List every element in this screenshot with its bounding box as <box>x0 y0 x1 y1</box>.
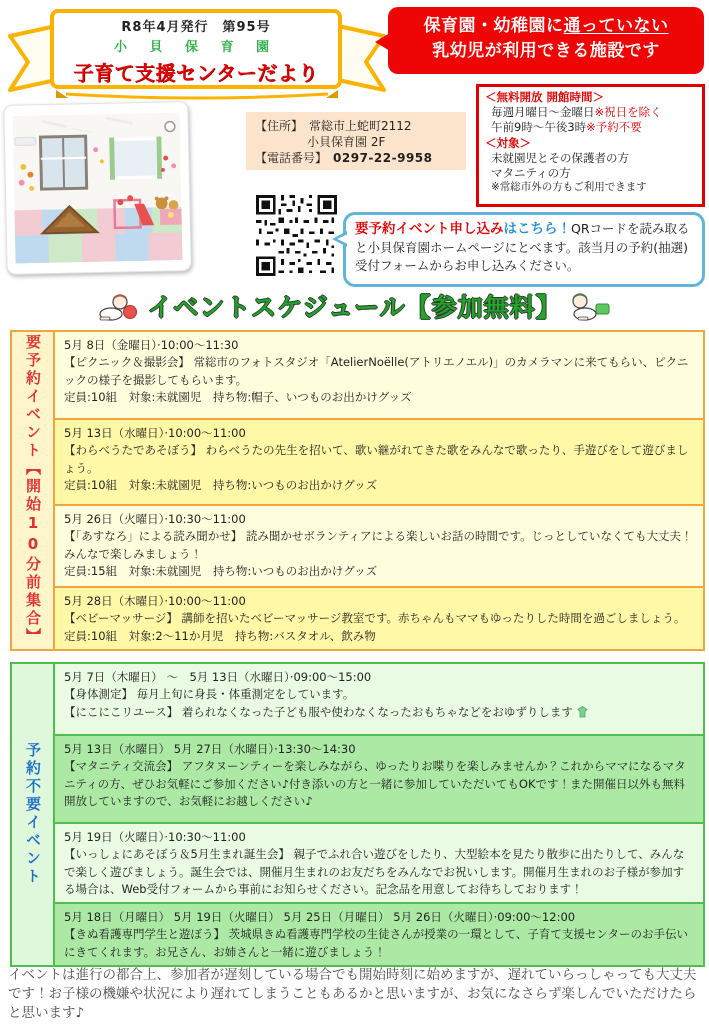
crawling-baby-red-ball-icon <box>97 290 139 322</box>
address-line-1: 【住所】 常総市上蛇町2112 <box>255 119 412 133</box>
open-table-sidebar <box>12 664 55 965</box>
hours-line-1: 毎週月曜日～金曜日※祝日を除く <box>491 105 662 120</box>
reserved-events-table <box>10 330 705 651</box>
phone-line: 【電話番号】 0297-22-9958 <box>255 151 433 166</box>
event-meta: 定員:15組 対象:未就園児 持ち物:いつものお出かけグッズ <box>64 563 378 578</box>
event-date: 5月 19日（火曜日）·10:30～11:00 <box>64 830 246 844</box>
phone-number: 0297-22-9958 <box>333 151 433 166</box>
open-events-table <box>10 662 705 967</box>
event-body: 【マタニティ交流会】 アフタヌーンティーを楽しみながら、ゆったりお喋りを楽しみませんか？これからママになるマタニティの方、ぜひお気軽にご参加ください♪付き添いの方と一緒に参加していただいてもOKです！また開催日以外も無料開放していますので、お気軽にお越しください♪ <box>64 759 686 808</box>
event-date: 5月 7日（木曜日） ～ 5月 13日（水曜日）·09:00～15:00 <box>64 670 372 684</box>
reserved-sidebar-label: 要予約イベント【開始10分前集合】 <box>24 334 42 647</box>
eligibility-notice <box>388 7 704 74</box>
event-row <box>55 822 703 902</box>
event-row <box>55 734 703 822</box>
newsletter-title: 子育て支援センターだより <box>73 61 319 85</box>
event-date: 5月 28日（木曜日）·10:00～11:00 <box>64 594 246 608</box>
notice-underline: 通っていない <box>563 16 669 36</box>
event-row <box>55 664 703 734</box>
event-date: 5月 8日（金曜日）·10:00～11:30 <box>64 338 239 352</box>
event-row <box>55 504 703 586</box>
reservation-lead-red: 要予約イベント申し込み <box>355 221 504 237</box>
event-row <box>55 332 703 418</box>
address-box <box>246 112 466 170</box>
crawling-baby-green-block-icon <box>570 290 612 322</box>
event-body: 【いっしょにあそぼう＆5月生まれ誕生会】 親子でふれ合い遊びをしたり、大型絵本を見たり散歩に出たりして、みんなで楽しく遊びましょう。誕生会では、開催月生まれのお友だちをみんなでお祝いします。開催月生まれのお子様が参加する場合は、Web受付フォームから事前にお知らせください。記念品を用意してお待ちしております！ <box>64 847 685 896</box>
green-shirt-icon <box>576 706 589 718</box>
event-meta: 定員:10組 対象:未就園児 持ち物:帽子、いつものお出かけグッズ <box>64 389 412 404</box>
issue-line: R8年4月発行 第95号 <box>121 20 271 35</box>
playroom-photo-illustration <box>12 110 182 265</box>
event-body: 【ベビーマッサージ】 講師を招いたベビーマッサージ教室です。赤ちゃんもママもゆったりした時間を過ごしましょう。 <box>64 611 686 626</box>
target-line-1: 未就園児とその保護者の方 <box>491 150 629 165</box>
outside-city-note: ※常総市外の方もご利用できます <box>491 181 647 194</box>
reservation-instruction-bubble <box>343 212 705 287</box>
event-body: 【ピクニック＆撮影会】 常総市のフォトスタジオ「AtelierNoëlle(アトリエノエル)」のカメラマンに来てもらい、ピクニックの様子を撮影してもらいます。 <box>64 355 689 387</box>
event-meta: 定員:10組 対象:2～11か月児 持ち物:バスタオル、飲み物 <box>64 628 376 643</box>
event-row <box>55 902 703 965</box>
target-heading: ＜対象＞ <box>485 135 531 150</box>
notice-line-1: 保育園・幼稚園に通っていない <box>423 16 669 36</box>
event-date: 5月 13日（水曜日）·10:00～11:00 <box>64 426 246 440</box>
playroom-photo <box>3 101 192 275</box>
hours-heading: ＜無料開放 開館時間＞ <box>485 90 605 104</box>
event-row <box>55 418 703 504</box>
reserved-table-sidebar <box>12 332 55 649</box>
school-name: 小 貝 保 育 園 <box>113 40 279 55</box>
qr-code-icon <box>256 195 337 276</box>
event-date: 5月 18日（月曜日） 5月 19日（火曜日） 5月 25日（月曜日） 5月 26日（火曜日）·09:00～12:00 <box>64 910 576 924</box>
reserved-rows <box>55 332 703 649</box>
event-meta: 定員:10組 対象:未就園児 持ち物:いつものお出かけグッズ <box>64 477 378 492</box>
reservation-body: QRコードを読み取ると小貝保育園ホームページにとべます。該当月の予約(抽選)受付フォームからお申し込みください。 <box>355 221 690 273</box>
event-body-2: 【にこにこリユース】 着られなくなった子ども服や使わなくなったおもちゃなどをおゆずりします <box>64 704 695 721</box>
ribbon-panel <box>50 9 342 89</box>
schedule-heading-text: イベントスケジュール【参加無料】 <box>147 293 562 322</box>
open-rows <box>55 664 703 965</box>
event-date: 5月 13日（水曜日） 5月 27日（水曜日）·13:30～14:30 <box>64 742 356 756</box>
reservation-lead-blue: はこちら！ <box>503 221 571 237</box>
footer-note: イベントは進行の都合上、参加者が遅刻している場合でも開始時刻に始めますが、遅れていらっしゃっても大丈夫です！お子様の機嫌や状況により遅れてしまうこともあるかと思いますが、お気になさらず楽しんでいただけたらと思います♪ <box>8 967 697 1022</box>
event-body: 【「あすなろ」による読み聞かせ】 読み聞かせボランティアによる楽しいお話の時間です。じっとしていなくても大丈夫！みんなで楽しみましょう！ <box>64 529 693 561</box>
qr-code <box>256 195 337 276</box>
target-line-2: マタニティの方 <box>491 165 571 180</box>
event-body: 【きぬ看護専門学生と遊ぼう】 茨城県きぬ看護専門学校の生徒さんが授業の一環として、子育て支援センターのお手伝いにきてくれます。お兄さん、お姉さんと一緒に遊びましょう！ <box>64 927 688 959</box>
hours-line-2: 午前9時～午後3時※予約不要 <box>491 120 642 135</box>
event-date: 5月 26日（火曜日）·10:30～11:00 <box>64 512 246 526</box>
title-ribbon <box>4 6 390 100</box>
hours-box <box>476 84 705 207</box>
notice-line-2: 乳幼児が利用できる施設です <box>432 40 660 61</box>
address-line-2: 小貝保育園 2F <box>307 135 386 150</box>
schedule-heading <box>0 288 709 326</box>
open-sidebar-label: 予約不要イベント <box>24 742 42 887</box>
event-row <box>55 586 703 649</box>
event-body: 【わらべうたであそぼう】 わらべうたの先生を招いて、歌い継がれてきた歌をみんなで歌ったり、手遊びをして遊びましょう。 <box>64 443 689 475</box>
event-body: 【身体測定】 毎月上旬に身長・体重測定をしています。 <box>64 687 355 702</box>
